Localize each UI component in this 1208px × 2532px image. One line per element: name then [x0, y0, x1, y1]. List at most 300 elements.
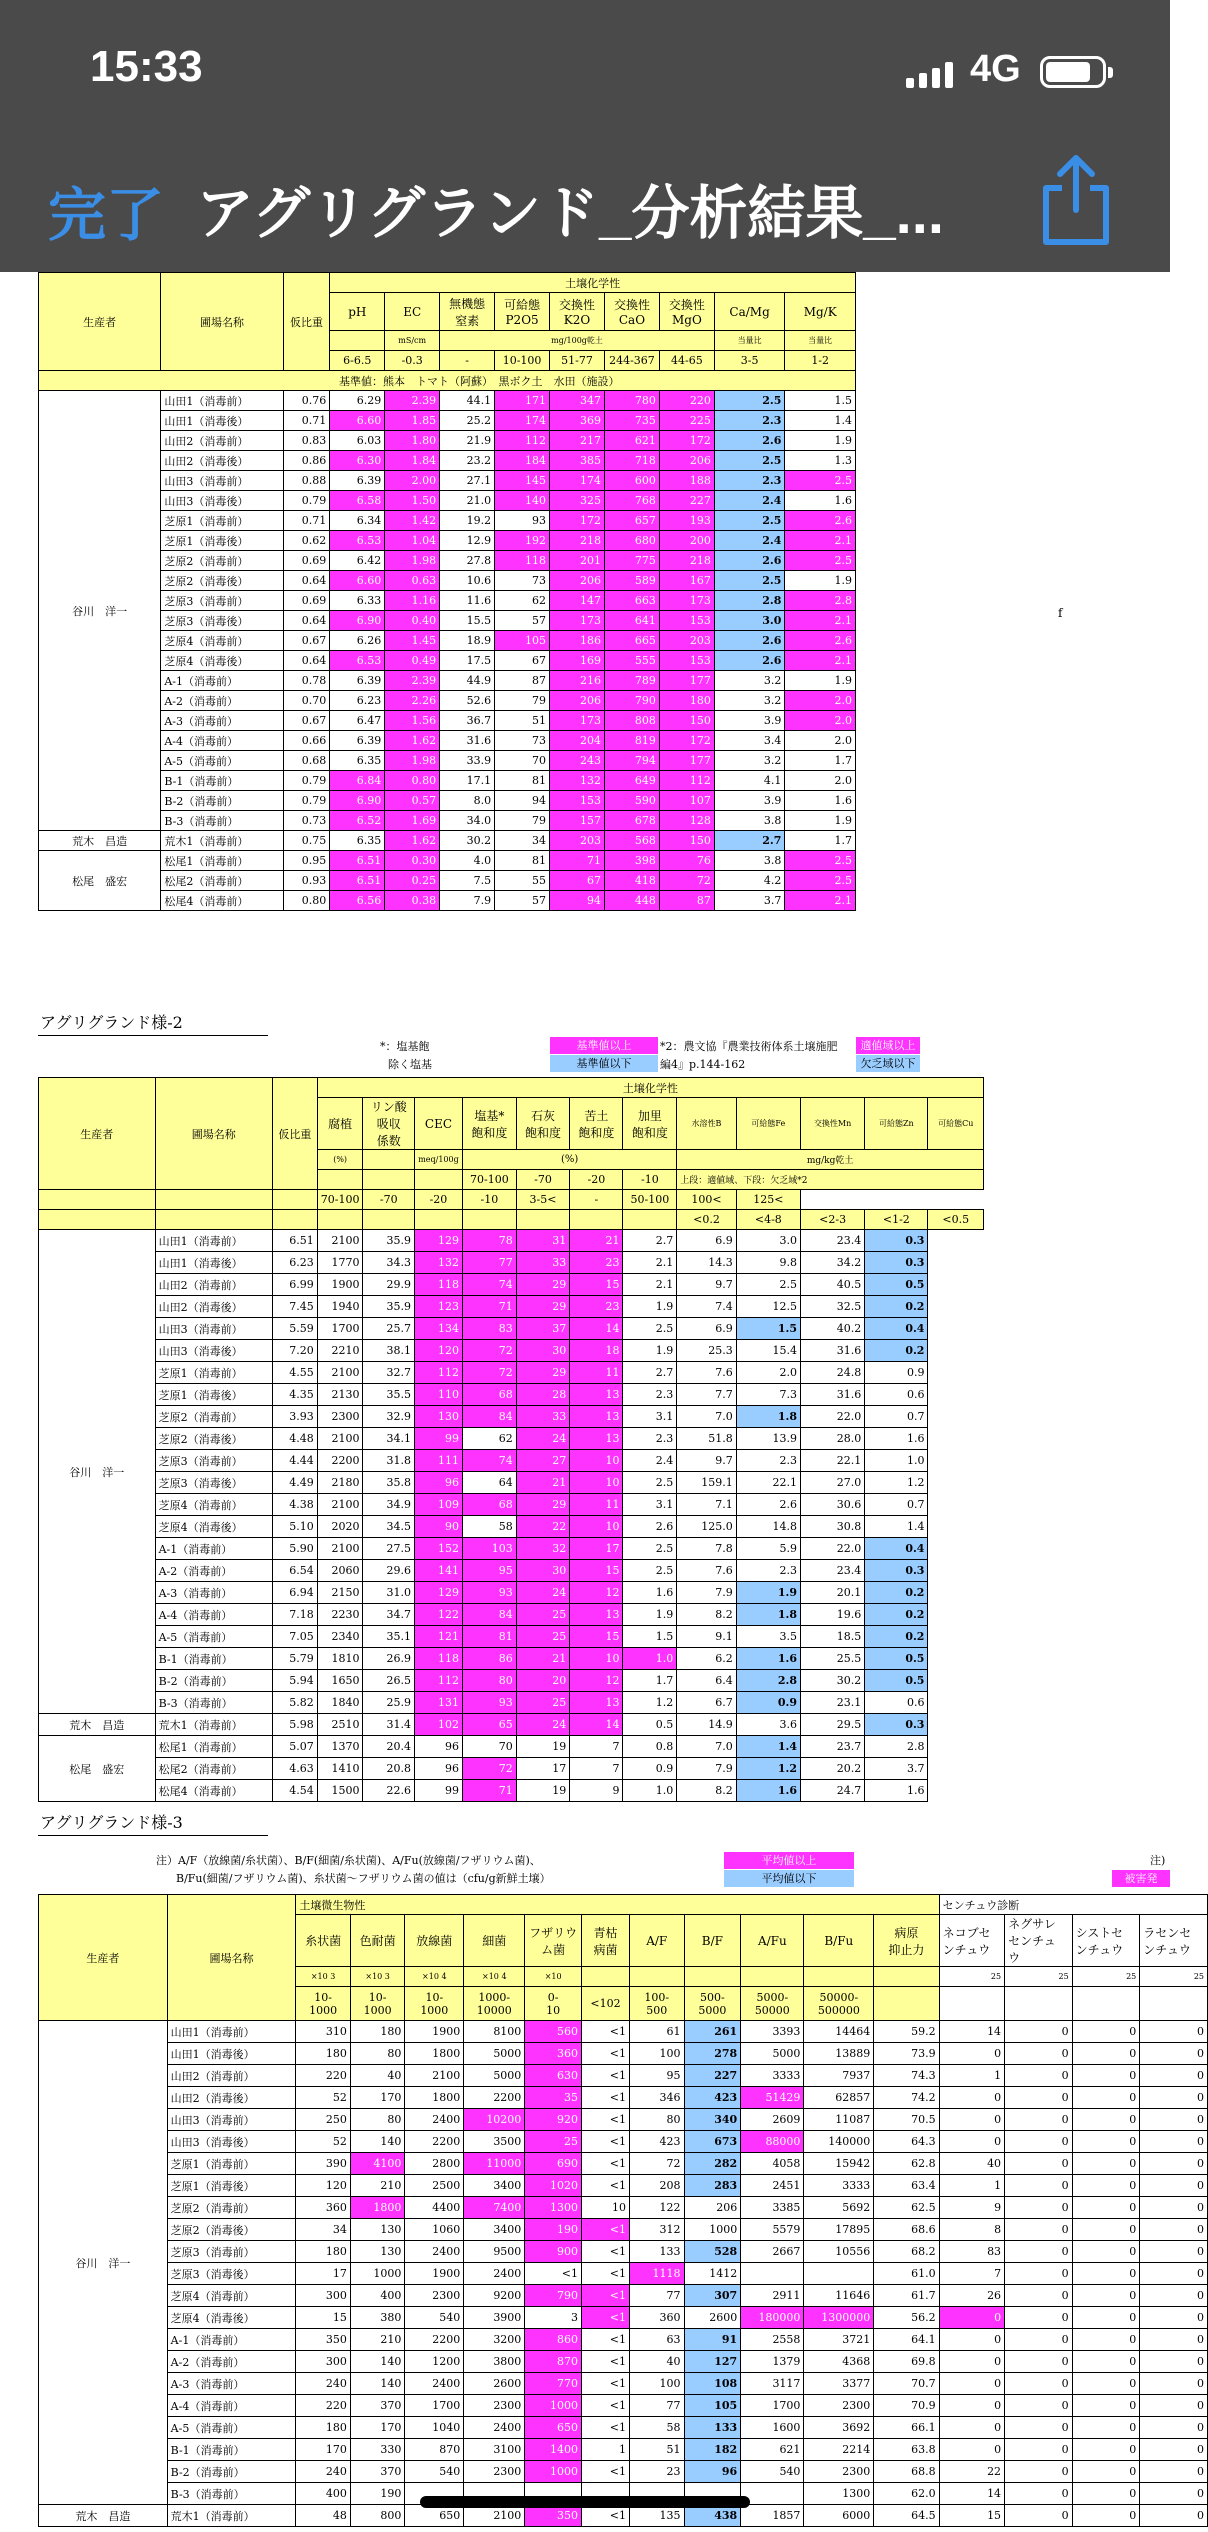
value-cell: 0: [1140, 2395, 1208, 2417]
standard-cell: 1-2: [785, 351, 856, 371]
value-cell: 22: [516, 1516, 569, 1538]
value-cell: 2.7: [623, 1362, 677, 1384]
value-cell: 0: [1140, 2065, 1208, 2087]
value-cell: 0.70: [283, 691, 330, 711]
value-cell: 103: [462, 1538, 516, 1560]
value-cell: 0.2: [865, 1604, 928, 1626]
col-header-producer: 生産者: [39, 1895, 168, 2021]
value-cell: <1: [582, 2131, 630, 2153]
value-cell: 0: [1140, 2241, 1208, 2263]
value-cell: 93: [495, 511, 550, 531]
value-cell: 32.7: [363, 1362, 414, 1384]
value-cell: 0: [1140, 2219, 1208, 2241]
value-cell: 10200: [464, 2109, 525, 2131]
standard-cell: 70-100: [462, 1170, 516, 1190]
standard-cell: [39, 1210, 156, 1230]
value-cell: 0: [1140, 2417, 1208, 2439]
value-cell: 31.4: [363, 1714, 414, 1736]
value-cell: 560: [525, 2021, 582, 2043]
standard-cell: 50000- 500000: [804, 1987, 874, 2021]
value-cell: 2100: [405, 2065, 464, 2087]
value-cell: 0: [939, 2417, 1004, 2439]
value-cell: 920: [525, 2109, 582, 2131]
unit-cell: ×10 4: [405, 1967, 464, 1987]
unit-cell: [582, 1967, 630, 1987]
value-cell: 2.0: [785, 711, 856, 731]
value-cell: 1.2: [865, 1472, 928, 1494]
value-cell: 0: [939, 2329, 1004, 2351]
value-cell: 0.4: [865, 1538, 928, 1560]
value-cell: 1.9: [785, 671, 856, 691]
value-cell: 1.62: [385, 731, 440, 751]
table-row: [39, 1296, 984, 1318]
value-cell: 1412: [684, 2263, 741, 2285]
value-cell: 0: [1072, 2087, 1140, 2109]
standard-cell: 6-6.5: [330, 351, 385, 371]
value-cell: 21: [516, 1472, 569, 1494]
value-cell: 5.94: [272, 1670, 317, 1692]
value-cell: 418: [604, 871, 659, 891]
value-cell: 0.3: [865, 1230, 928, 1252]
value-cell: 7.9: [677, 1582, 736, 1604]
value-cell: 218: [550, 531, 605, 551]
value-cell: 99: [414, 1780, 462, 1802]
value-cell: 1.9: [623, 1340, 677, 1362]
standard-cell: 44-65: [659, 351, 714, 371]
value-cell: 2600: [684, 2307, 741, 2329]
value-cell: 7.9: [677, 1758, 736, 1780]
value-cell: 0.64: [283, 651, 330, 671]
value-cell: 0: [939, 2109, 1004, 2131]
value-cell: 63.8: [874, 2439, 939, 2461]
value-cell: 74.3: [874, 2065, 939, 2087]
value-cell: 1.5: [785, 391, 856, 411]
value-cell: <1: [582, 2109, 630, 2131]
table-row: [39, 671, 856, 691]
value-cell: 2451: [741, 2175, 804, 2197]
value-cell: 0.73: [283, 811, 330, 831]
value-cell: 29.9: [363, 1274, 414, 1296]
table-row: [39, 1516, 984, 1538]
value-cell: 370: [350, 2395, 405, 2417]
value-cell: 152: [414, 1538, 462, 1560]
standard-cell: [155, 1210, 272, 1230]
value-cell: 90: [414, 1516, 462, 1538]
field-name-cell: 芝原4（消毒後）: [167, 2307, 296, 2329]
value-cell: 17: [570, 1538, 623, 1560]
value-cell: 4.2: [714, 871, 785, 891]
value-cell: 58: [462, 1516, 516, 1538]
value-cell: 360: [629, 2307, 684, 2329]
value-cell: 1810: [317, 1648, 363, 1670]
unit-cell: 当量比: [714, 331, 785, 351]
value-cell: 1.6: [865, 1780, 928, 1802]
value-cell: 0.9: [623, 1758, 677, 1780]
col-header: 苦土 飽和度: [570, 1098, 623, 1150]
value-cell: 34.7: [363, 1604, 414, 1626]
value-cell: 25.9: [363, 1692, 414, 1714]
value-cell: 1: [939, 2065, 1004, 2087]
value-cell: 210: [350, 2175, 405, 2197]
field-name-cell: 芝原3（消毒前）: [155, 1450, 272, 1472]
table-row: [39, 1428, 984, 1450]
value-cell: 220: [296, 2395, 351, 2417]
value-cell: 1.98: [385, 551, 440, 571]
value-cell: 69.8: [874, 2351, 939, 2373]
value-cell: 51: [629, 2439, 684, 2461]
value-cell: 1.8: [736, 1406, 800, 1428]
unit-cell: meq/100g: [414, 1150, 462, 1170]
value-cell: <1: [582, 2351, 630, 2373]
value-cell: 36.7: [440, 711, 495, 731]
standard-cell: -: [570, 1190, 623, 1210]
standard-cell: [939, 1987, 1004, 2021]
value-cell: 182: [684, 2439, 741, 2461]
value-cell: 7.3: [736, 1384, 800, 1406]
value-cell: 13: [570, 1384, 623, 1406]
value-cell: 300: [296, 2351, 351, 2373]
value-cell: 0.67: [283, 631, 330, 651]
value-cell: 71: [462, 1296, 516, 1318]
value-cell: 0.93: [283, 871, 330, 891]
table-row: [39, 531, 856, 551]
value-cell: 48: [296, 2505, 351, 2527]
value-cell: 34: [495, 831, 550, 851]
value-cell: 860: [525, 2329, 582, 2351]
value-cell: 2600: [464, 2373, 525, 2395]
unit-cell: mS/cm: [385, 331, 440, 351]
value-cell: 17895: [804, 2219, 874, 2241]
value-cell: 1800: [405, 2043, 464, 2065]
value-cell: 83: [462, 1318, 516, 1340]
table-row: [39, 1362, 984, 1384]
value-cell: 0.6: [865, 1692, 928, 1714]
value-cell: 1.85: [385, 411, 440, 431]
value-cell: 170: [350, 2417, 405, 2439]
value-cell: 3.8: [714, 851, 785, 871]
value-cell: 177: [659, 751, 714, 771]
field-name-cell: 山田3（消毒後）: [167, 2131, 296, 2153]
value-cell: 100: [629, 2043, 684, 2065]
value-cell: 24: [516, 1428, 569, 1450]
value-cell: 216: [550, 671, 605, 691]
field-name-cell: 芝原2（消毒後）: [155, 1428, 272, 1450]
value-cell: 2.5: [785, 871, 856, 891]
field-name-cell: A-2（消毒前）: [161, 691, 283, 711]
field-name-cell: A-5（消毒前）: [167, 2417, 296, 2439]
note-ratio-2: B/Fu(細菌/フザリウム菌)、糸状菌～フザリウム菌の値は（cfu/g新鮮土壌）: [176, 1872, 551, 1885]
value-cell: 350: [296, 2329, 351, 2351]
value-cell: 0.9: [736, 1692, 800, 1714]
value-cell: 186: [550, 631, 605, 651]
field-name-cell: 芝原2（消毒後）: [161, 571, 283, 591]
value-cell: 123: [414, 1296, 462, 1318]
share-icon[interactable]: [1036, 150, 1116, 250]
legend-ok-2: 適値域以上: [856, 1037, 920, 1054]
value-cell: 12: [570, 1582, 623, 1604]
value-cell: 0: [1140, 2285, 1208, 2307]
value-cell: 206: [550, 571, 605, 591]
col-header: 細菌: [464, 1915, 525, 1967]
value-cell: 68.2: [874, 2241, 939, 2263]
field-name-cell: 芝原3（消毒前）: [167, 2241, 296, 2263]
value-cell: 590: [604, 791, 659, 811]
value-cell: 2.1: [785, 611, 856, 631]
value-cell: 14: [570, 1318, 623, 1340]
value-cell: 20.8: [363, 1758, 414, 1780]
value-cell: 7: [939, 2263, 1004, 2285]
value-cell: 13: [570, 1604, 623, 1626]
value-cell: 23: [629, 2461, 684, 2483]
value-cell: 14: [939, 2021, 1004, 2043]
value-cell: 25.2: [440, 411, 495, 431]
unit-cell: ×10: [525, 1967, 582, 1987]
value-cell: 5.82: [272, 1692, 317, 1714]
value-cell: 2.39: [385, 671, 440, 691]
value-cell: 0.38: [385, 891, 440, 911]
value-cell: 540: [741, 2461, 804, 2483]
table-row: [39, 1210, 984, 1230]
value-cell: 1.9: [785, 571, 856, 591]
value-cell: 61.7: [874, 2285, 939, 2307]
signal-icon: [906, 62, 953, 88]
value-cell: <1: [525, 2263, 582, 2285]
col-header: B/Fu: [804, 1915, 874, 1967]
value-cell: 7.9: [440, 891, 495, 911]
value-cell: 1.0: [623, 1780, 677, 1802]
value-cell: 0: [1005, 2505, 1073, 2527]
value-cell: 37: [516, 1318, 569, 1340]
field-name-cell: 山田1（消毒前）: [167, 2021, 296, 2043]
value-cell: 3.8: [714, 811, 785, 831]
value-cell: 0: [1005, 2065, 1073, 2087]
field-name-cell: 山田1（消毒前）: [161, 391, 283, 411]
done-button[interactable]: 完了: [48, 183, 165, 248]
value-cell: 6.29: [330, 391, 385, 411]
table-row: [39, 1560, 984, 1582]
value-cell: 190: [350, 2483, 405, 2505]
table-row: [39, 1538, 984, 1560]
value-cell: 4.54: [272, 1780, 317, 1802]
value-cell: 2.6: [736, 1494, 800, 1516]
col-header: 無機態 窒素: [440, 293, 495, 331]
standard-cell: 1000- 10000: [464, 1987, 525, 2021]
value-cell: 190: [525, 2219, 582, 2241]
value-cell: 29.5: [801, 1714, 865, 1736]
value-cell: 540: [405, 2461, 464, 2483]
value-cell: 227: [659, 491, 714, 511]
value-cell: 12.9: [440, 531, 495, 551]
value-cell: 15.4: [736, 1340, 800, 1362]
value-cell: 2.7: [714, 831, 785, 851]
standard-cell: -10: [623, 1170, 677, 1190]
value-cell: 0: [1005, 2439, 1073, 2461]
value-cell: 6.23: [330, 691, 385, 711]
producer-cell: 荒木 昌造: [39, 831, 161, 851]
standard-cell: <1-2: [865, 1210, 928, 1230]
table-row: [39, 371, 856, 391]
value-cell: 120: [414, 1340, 462, 1362]
value-cell: 1: [582, 2439, 630, 2461]
value-cell: 0: [1005, 2241, 1073, 2263]
value-cell: 0.67: [283, 711, 330, 731]
value-cell: 2.5: [623, 1472, 677, 1494]
value-cell: 400: [296, 2483, 351, 2505]
value-cell: 1118: [629, 2263, 684, 2285]
value-cell: 62: [495, 591, 550, 611]
field-name-cell: A-3（消毒前）: [161, 711, 283, 731]
value-cell: 3.2: [714, 671, 785, 691]
value-cell: 1940: [317, 1296, 363, 1318]
legend-over-2: 基準値以上: [550, 1037, 658, 1054]
value-cell: 29: [516, 1494, 569, 1516]
table-row: [39, 611, 856, 631]
value-cell: 0: [1005, 2461, 1073, 2483]
value-cell: 6.23: [272, 1252, 317, 1274]
value-cell: 22.0: [801, 1406, 865, 1428]
value-cell: 25.5: [801, 1648, 865, 1670]
table-row: [39, 2329, 1208, 2351]
value-cell: 102: [414, 1714, 462, 1736]
value-cell: 0: [1072, 2483, 1140, 2505]
value-cell: 87: [495, 671, 550, 691]
value-cell: 140: [350, 2373, 405, 2395]
table-row: [39, 2087, 1208, 2109]
value-cell: 64: [462, 1472, 516, 1494]
value-cell: 77: [629, 2395, 684, 2417]
value-cell: 22.1: [801, 1450, 865, 1472]
value-cell: 7.5: [440, 871, 495, 891]
table-row: [39, 1494, 984, 1516]
table-row: [39, 2241, 1208, 2263]
table-row: [39, 2219, 1208, 2241]
value-cell: 2210: [317, 1340, 363, 1362]
value-cell: 27.5: [363, 1538, 414, 1560]
value-cell: 0.83: [283, 431, 330, 451]
value-cell: 4400: [405, 2197, 464, 2219]
value-cell: 84: [462, 1604, 516, 1626]
value-cell: 133: [629, 2241, 684, 2263]
value-cell: <1: [582, 2241, 630, 2263]
value-cell: 174: [550, 471, 605, 491]
table-row: [39, 1450, 984, 1472]
value-cell: 2100: [464, 2505, 525, 2527]
value-cell: 1000: [684, 2219, 741, 2241]
value-cell: 14: [570, 1714, 623, 1736]
status-time: 15:33: [90, 42, 203, 91]
value-cell: 1020: [525, 2175, 582, 2197]
value-cell: 1.6: [785, 791, 856, 811]
value-cell: 3.1: [623, 1494, 677, 1516]
value-cell: 2130: [317, 1384, 363, 1406]
value-cell: 0.49: [385, 651, 440, 671]
value-cell: 5.10: [272, 1516, 317, 1538]
value-cell: 100: [629, 2373, 684, 2395]
standard-cell: -0.3: [385, 351, 440, 371]
value-cell: 1.4: [865, 1516, 928, 1538]
value-cell: 169: [550, 651, 605, 671]
value-cell: 27.0: [801, 1472, 865, 1494]
battery-icon: [1040, 56, 1106, 88]
value-cell: 680: [604, 531, 659, 551]
value-cell: 74: [462, 1274, 516, 1296]
value-cell: 2.3: [736, 1560, 800, 1582]
value-cell: 7.1: [677, 1494, 736, 1516]
value-cell: 130: [350, 2241, 405, 2263]
value-cell: 94: [550, 891, 605, 911]
value-cell: 0: [1005, 2153, 1073, 2175]
value-cell: 4.38: [272, 1494, 317, 1516]
value-cell: 0.71: [283, 511, 330, 531]
reference-1: *2：農文協『農業技術体系土壌施肥: [660, 1040, 838, 1053]
note-salt-1: *：塩基飽: [380, 1040, 430, 1053]
value-cell: 2558: [741, 2329, 804, 2351]
standard-cell: [874, 1987, 939, 2021]
value-cell: 30.2: [801, 1670, 865, 1692]
value-cell: 206: [659, 451, 714, 471]
value-cell: 80: [629, 2109, 684, 2131]
value-cell: 15: [939, 2505, 1004, 2527]
value-cell: 19.6: [801, 1604, 865, 1626]
value-cell: 1200: [405, 2351, 464, 2373]
document-view[interactable]: [0, 272, 1204, 2532]
value-cell: 2.3: [623, 1428, 677, 1450]
field-name-cell: 松尾2（消毒前）: [155, 1758, 272, 1780]
value-cell: 0: [1140, 2439, 1208, 2461]
value-cell: 2300: [464, 2461, 525, 2483]
value-cell: 19: [516, 1780, 569, 1802]
standard-cell: 125<: [736, 1190, 800, 1210]
value-cell: 2911: [741, 2285, 804, 2307]
value-cell: 0: [1005, 2109, 1073, 2131]
value-cell: 204: [550, 731, 605, 751]
value-cell: 6.51: [330, 871, 385, 891]
value-cell: 0.68: [283, 751, 330, 771]
value-cell: 140: [350, 2131, 405, 2153]
field-name-cell: 芝原4（消毒後）: [161, 651, 283, 671]
value-cell: 1.62: [385, 831, 440, 851]
value-cell: 135: [629, 2505, 684, 2527]
value-cell: 14.9: [677, 1714, 736, 1736]
value-cell: 118: [414, 1648, 462, 1670]
value-cell: 2.8: [865, 1736, 928, 1758]
value-cell: 172: [550, 511, 605, 531]
value-cell: 77: [629, 2285, 684, 2307]
value-cell: 2.7: [623, 1230, 677, 1252]
value-cell: 13: [570, 1692, 623, 1714]
value-cell: 34.3: [363, 1252, 414, 1274]
producer-cell: 荒木 昌造: [39, 2505, 168, 2527]
value-cell: 2.4: [714, 531, 785, 551]
value-cell: 109: [414, 1494, 462, 1516]
unit-cell: 25: [939, 1967, 1004, 1987]
standard-cell: [155, 1190, 272, 1210]
field-name-cell: 荒木1（消毒前）: [161, 831, 283, 851]
table-row: [39, 571, 856, 591]
value-cell: 105: [684, 2395, 741, 2417]
value-cell: 30.8: [801, 1516, 865, 1538]
value-cell: 14464: [804, 2021, 874, 2043]
value-cell: 2500: [405, 2175, 464, 2197]
value-cell: 4.1: [714, 771, 785, 791]
value-cell: 68.6: [874, 2219, 939, 2241]
value-cell: 141: [414, 1560, 462, 1582]
value-cell: 2.6: [714, 651, 785, 671]
value-cell: <1: [582, 2395, 630, 2417]
value-cell: 2609: [741, 2109, 804, 2131]
value-cell: 1.9: [623, 1296, 677, 1318]
value-cell: 7.05: [272, 1626, 317, 1648]
